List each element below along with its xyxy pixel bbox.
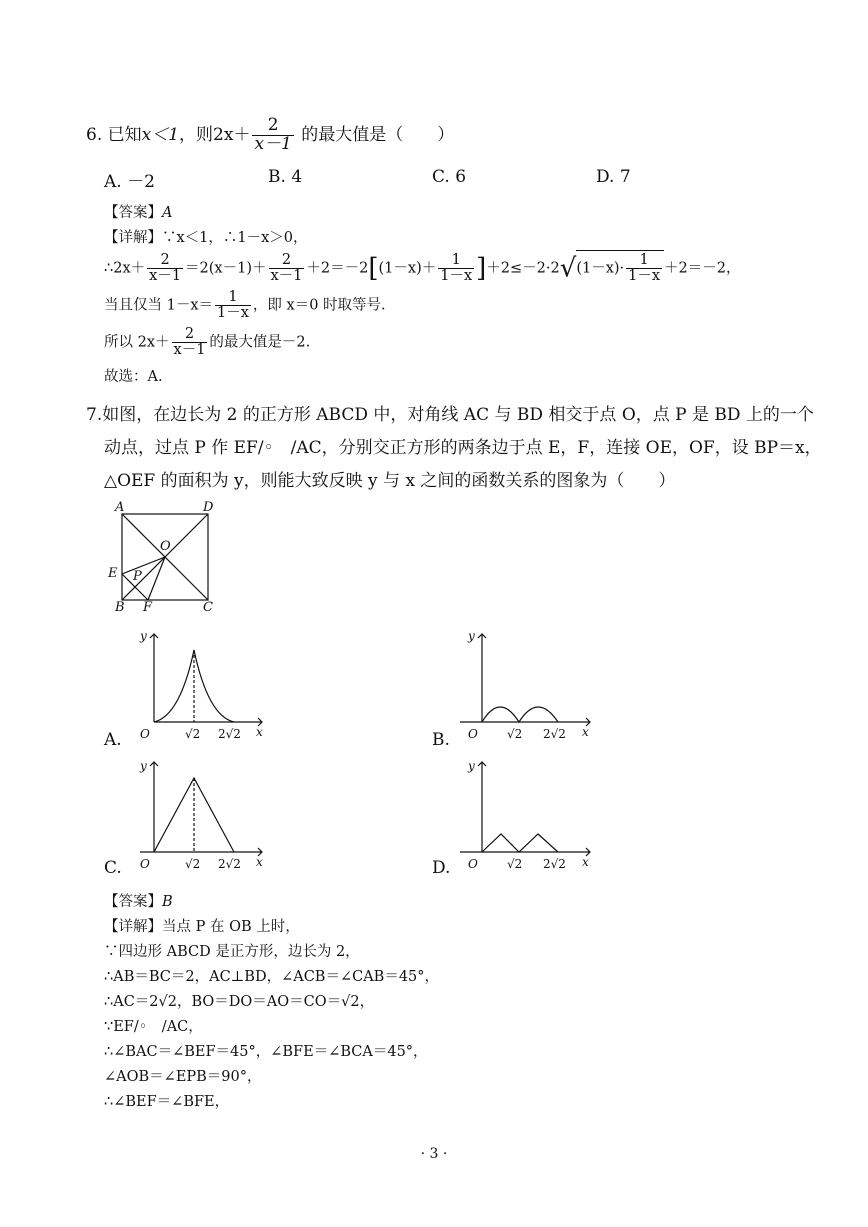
q7-stem-line2: 动点，过点 P 作 EF/◦ /AC，分别交正方形的两条边于点 E，F，连接 OE，OF，设 BP＝x， bbox=[104, 438, 822, 458]
q6-detail-line3: 当且仅当 1－x＝ $\frac{1}{1-x}$ ，即 x＝0 时取等号. bbox=[104, 289, 386, 322]
svg-text:O: O bbox=[468, 857, 478, 871]
q6-fraction: $\frac{2}{x-1}$ bbox=[254, 115, 292, 154]
graph-c bbox=[130, 756, 270, 878]
q7-option-b: B. bbox=[432, 730, 450, 750]
svg-text:x: x bbox=[582, 725, 589, 739]
svg-text:2√2: 2√2 bbox=[218, 727, 241, 741]
q7-detail-line5: ∵EF/◦ /AC， bbox=[104, 1019, 203, 1035]
q6-answer: 【答案】A bbox=[104, 205, 173, 221]
svg-text:√2: √2 bbox=[507, 857, 523, 871]
label-c: C bbox=[203, 600, 213, 615]
q6-detail-line4: 所以 2x＋ $\frac{2}{x-1}$ 的最大值是－2. bbox=[104, 326, 311, 359]
svg-text:√2: √2 bbox=[507, 727, 523, 741]
curve-d bbox=[482, 834, 558, 852]
q6-option-a: A. －2 bbox=[104, 172, 155, 192]
q7-detail-line6: ∴∠BAC＝∠BEF＝45°，∠BFE＝∠BCA＝45°， bbox=[104, 1044, 428, 1060]
q6-stem-mid: ，则 bbox=[179, 124, 214, 145]
label-a: A bbox=[115, 500, 125, 515]
svg-text:x: x bbox=[582, 855, 589, 869]
svg-text:√2: √2 bbox=[185, 727, 201, 741]
graph-a bbox=[130, 628, 270, 750]
q7-stem-line3: △OEF 的面积为 y，则能大致反映 y 与 x 之间的函数关系的图象为（ ） bbox=[104, 471, 676, 491]
q7-stem-line1: 7.如图，在边长为 2 的正方形 ABCD 中，对角线 AC 与 BD 相交于点 O，点 P 是 BD 上的一个 bbox=[86, 405, 814, 425]
q6-stem-cond: x＜1 bbox=[141, 124, 180, 145]
q6-stem-post: 的最大值是（ ） bbox=[301, 124, 455, 145]
q6-detail-line2: ∴2x＋ $\frac{2}{x-1}$ ＝2(x－1)＋ $\frac{2}{x-1}$ ＋2＝－2[(1－x)＋ $\frac{1}{1-x}$ ]＋2≤－2·2√(1－x)· $\frac{1}{1-x}$ ＋2＝－2， bbox=[104, 252, 741, 285]
q6-number: 6. bbox=[86, 124, 103, 145]
q7-detail-line2: ∵四边形 ABCD 是正方形，边长为 2， bbox=[104, 944, 360, 960]
svg-text:2√2: 2√2 bbox=[543, 857, 566, 871]
page-number: · 3 · bbox=[420, 1146, 448, 1162]
q6-detail-line5: 故选：A. bbox=[104, 369, 163, 385]
q7-answer: 【答案】B bbox=[104, 894, 173, 910]
svg-text:x: x bbox=[256, 725, 263, 739]
svg-text:O: O bbox=[140, 727, 150, 741]
q6-stem-pre: 已知 bbox=[107, 124, 142, 145]
q7-option-d: D. bbox=[432, 858, 451, 878]
svg-text:y: y bbox=[140, 759, 147, 773]
q6-option-b: B. 4 bbox=[268, 167, 303, 187]
q7-detail-line8: ∴∠BEF＝∠BFE， bbox=[104, 1094, 230, 1110]
q6-stem bbox=[86, 117, 454, 154]
svg-text:√2: √2 bbox=[185, 857, 201, 871]
q6-option-c: C. 6 bbox=[432, 167, 467, 187]
q7-option-a: A. bbox=[104, 730, 122, 750]
svg-text:y: y bbox=[140, 629, 147, 643]
svg-text:x: x bbox=[256, 855, 263, 869]
q7-detail-line4: ∴AC＝2√2，BO＝DO＝AO＝CO＝√2， bbox=[104, 994, 375, 1010]
curve-b bbox=[482, 707, 558, 722]
label-b: B bbox=[115, 600, 125, 615]
label-p: P bbox=[133, 569, 142, 584]
svg-text:O: O bbox=[140, 857, 150, 871]
label-o: O bbox=[160, 539, 171, 554]
svg-text:y: y bbox=[468, 759, 475, 773]
square-abcd-figure bbox=[104, 496, 224, 616]
q7-option-c: C. bbox=[104, 858, 122, 878]
segment-oe bbox=[122, 557, 165, 574]
q6-option-d: D. 7 bbox=[596, 167, 631, 187]
graph-b bbox=[458, 628, 598, 750]
svg-text:2√2: 2√2 bbox=[218, 857, 241, 871]
q7-detail-line3: ∴AB＝BC＝2，AC⊥BD，∠ACB＝∠CAB＝45°， bbox=[104, 969, 440, 985]
q6-detail-line1: 【详解】∵x＜1，∴1－x＞0， bbox=[104, 230, 308, 246]
q6-stem-expr: 2x＋ bbox=[213, 124, 251, 145]
svg-text:2√2: 2√2 bbox=[543, 727, 566, 741]
svg-text:O: O bbox=[468, 727, 478, 741]
q7-detail-line1: 【详解】当点 P 在 OB 上时， bbox=[104, 919, 300, 935]
label-f: F bbox=[143, 600, 153, 615]
graph-d bbox=[458, 756, 598, 878]
label-e: E bbox=[108, 566, 118, 581]
segment-of bbox=[148, 557, 165, 600]
svg-text:y: y bbox=[468, 629, 475, 643]
q7-detail-line7: ∠AOB＝∠EPB＝90°， bbox=[104, 1069, 262, 1085]
label-d: D bbox=[203, 500, 214, 515]
